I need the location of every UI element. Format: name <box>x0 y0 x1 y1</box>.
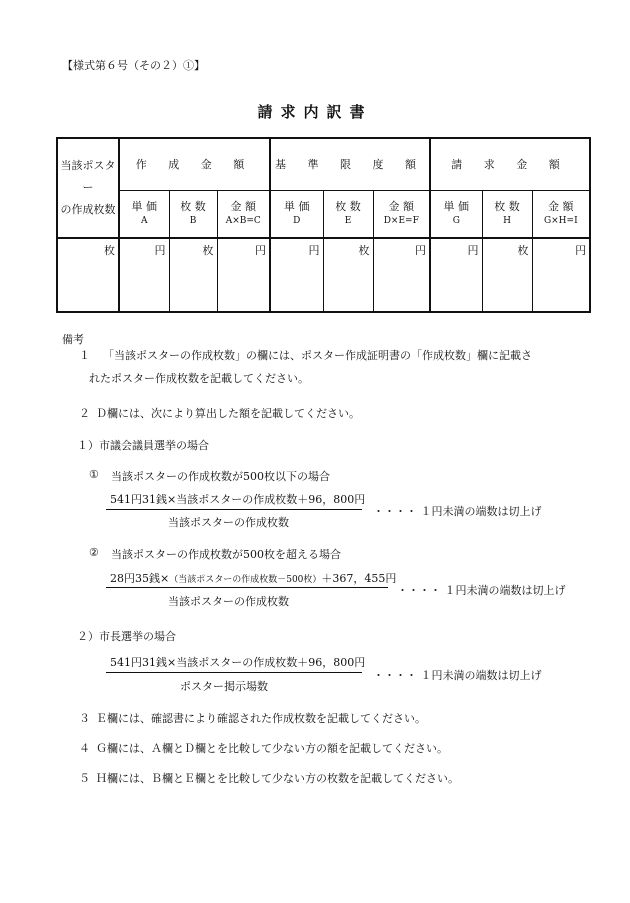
col-code: B <box>189 215 197 226</box>
formula-1-numerator: 541円31銭×当該ポスターの作成枚数＋96，800円 <box>110 493 366 506</box>
note-4-text: Ｇ欄には、Ａ欄とＤ欄とを比較して少ない方の額を記載してください。 <box>96 742 448 755</box>
col-label: 枚 数 <box>335 199 361 213</box>
formula-3-note: ・・・・ １円未満の端数は切上げ <box>373 669 542 682</box>
row-label-cell <box>57 138 119 238</box>
col-header-c <box>217 190 270 238</box>
input-cell-b[interactable]: 枚 <box>169 238 217 312</box>
input-cell-f[interactable]: 円 <box>373 238 430 312</box>
col-header-e <box>323 190 373 238</box>
notes-heading: 備考 <box>62 333 84 346</box>
col-header-g <box>430 190 482 238</box>
input-cell-g[interactable]: 円 <box>430 238 482 312</box>
formula-2-fraction-bar <box>106 587 388 588</box>
case-1-text: 当該ポスターの作成枚数が500枚以下の場合 <box>111 470 330 483</box>
col-header-i <box>532 190 590 238</box>
group-standard-limit: 基 準 限 度 額 <box>270 138 430 190</box>
col-label: 金 額 <box>388 199 415 213</box>
note-1-number: １ <box>79 349 90 362</box>
formula-1-denominator: 当該ポスターの作成枚数 <box>168 516 289 529</box>
note-3-number: ３ <box>79 712 90 725</box>
page-title: 請求内訳書 <box>257 103 373 121</box>
col-label: 金 額 <box>230 199 256 213</box>
col-header-d <box>270 190 323 238</box>
note-5-number: ５ <box>79 772 90 785</box>
col-code: D <box>293 215 301 226</box>
col-header-b <box>169 190 217 238</box>
input-cell-c[interactable]: 円 <box>217 238 270 312</box>
note-4-number: ４ <box>79 742 90 755</box>
note-2-number: ２ <box>79 407 90 420</box>
formula-2-note: ・・・・ １円未満の端数は切上げ <box>397 584 566 597</box>
breakdown-table <box>56 137 591 313</box>
formula-2-numerator-b: （当該ポスターの作成枚数－500枚） <box>169 575 322 585</box>
input-cell-h[interactable]: 枚 <box>482 238 532 312</box>
formula-2-numerator-c: ＋367，455円 <box>321 572 397 585</box>
formula-3-fraction-bar <box>106 672 362 673</box>
col-header-f <box>373 190 430 238</box>
note-3-text: Ｅ欄には、確認書により確認された作成枚数を記載してください。 <box>96 712 426 725</box>
formula-3-numerator: 541円31銭×当該ポスターの作成枚数＋96，800円 <box>110 656 366 669</box>
col-label: 枚 数 <box>494 199 520 213</box>
case-2-mark: ② <box>89 546 99 559</box>
note-5-text: Ｈ欄には、Ｂ欄とＥ欄とを比較して少ない方の枚数を記載してください。 <box>96 772 459 785</box>
note-1-line2: れたポスター作成枚数を記載してください。 <box>89 372 309 385</box>
form-label: 【様式第６号（その２）①】 <box>62 59 205 72</box>
subsection-2: ２）市長選挙の場合 <box>77 630 176 643</box>
col-code: G×H=I <box>543 215 578 226</box>
col-code: A <box>141 215 148 226</box>
subsection-1: １）市議会議員選挙の場合 <box>77 439 209 452</box>
formula-2-denominator: 当該ポスターの作成枚数 <box>168 595 289 608</box>
note-2-text: Ｄ欄には、次により算出した額を記載してください。 <box>96 407 360 420</box>
col-label: 金 額 <box>548 199 574 213</box>
input-cell-count[interactable]: 枚 <box>57 238 119 312</box>
formula-2-numerator <box>110 570 396 586</box>
col-header-a <box>119 190 169 238</box>
note-1-line1: 「当該ポスターの作成枚数」の欄には、ポスター作成証明書の「作成枚数」欄に記載さ <box>103 349 532 362</box>
case-2-text: 当該ポスターの作成枚数が500枚を超える場合 <box>111 548 341 561</box>
col-code: A×B=C <box>225 215 261 226</box>
input-cell-d[interactable]: 円 <box>270 238 323 312</box>
col-label: 単 価 <box>284 199 310 213</box>
col-label: 枚 数 <box>180 199 206 213</box>
col-header-h <box>482 190 532 238</box>
group-claim-amount: 請 求 金 額 <box>430 138 590 190</box>
group-creation-amount: 作 成 金 額 <box>119 138 270 190</box>
col-code: E <box>344 215 352 226</box>
col-label: 単 価 <box>443 199 470 213</box>
input-cell-a[interactable]: 円 <box>119 238 169 312</box>
input-cell-e[interactable]: 枚 <box>323 238 373 312</box>
col-code: H <box>503 215 511 226</box>
formula-1-fraction-bar <box>106 509 362 510</box>
col-code: D×E=F <box>383 215 419 226</box>
col-label: 単 価 <box>131 199 157 213</box>
col-code: G <box>452 215 460 226</box>
case-1-mark: ① <box>89 468 99 481</box>
formula-1-note: ・・・・ １円未満の端数は切上げ <box>373 505 542 518</box>
row-label-line2: の作成枚数 <box>60 203 116 216</box>
formula-3-denominator: ポスター掲示場数 <box>180 680 268 693</box>
input-cell-i[interactable]: 円 <box>532 238 590 312</box>
formula-2-numerator-a: 28円35銭× <box>110 572 170 585</box>
row-label-line1: 当該ポスター <box>60 159 116 194</box>
